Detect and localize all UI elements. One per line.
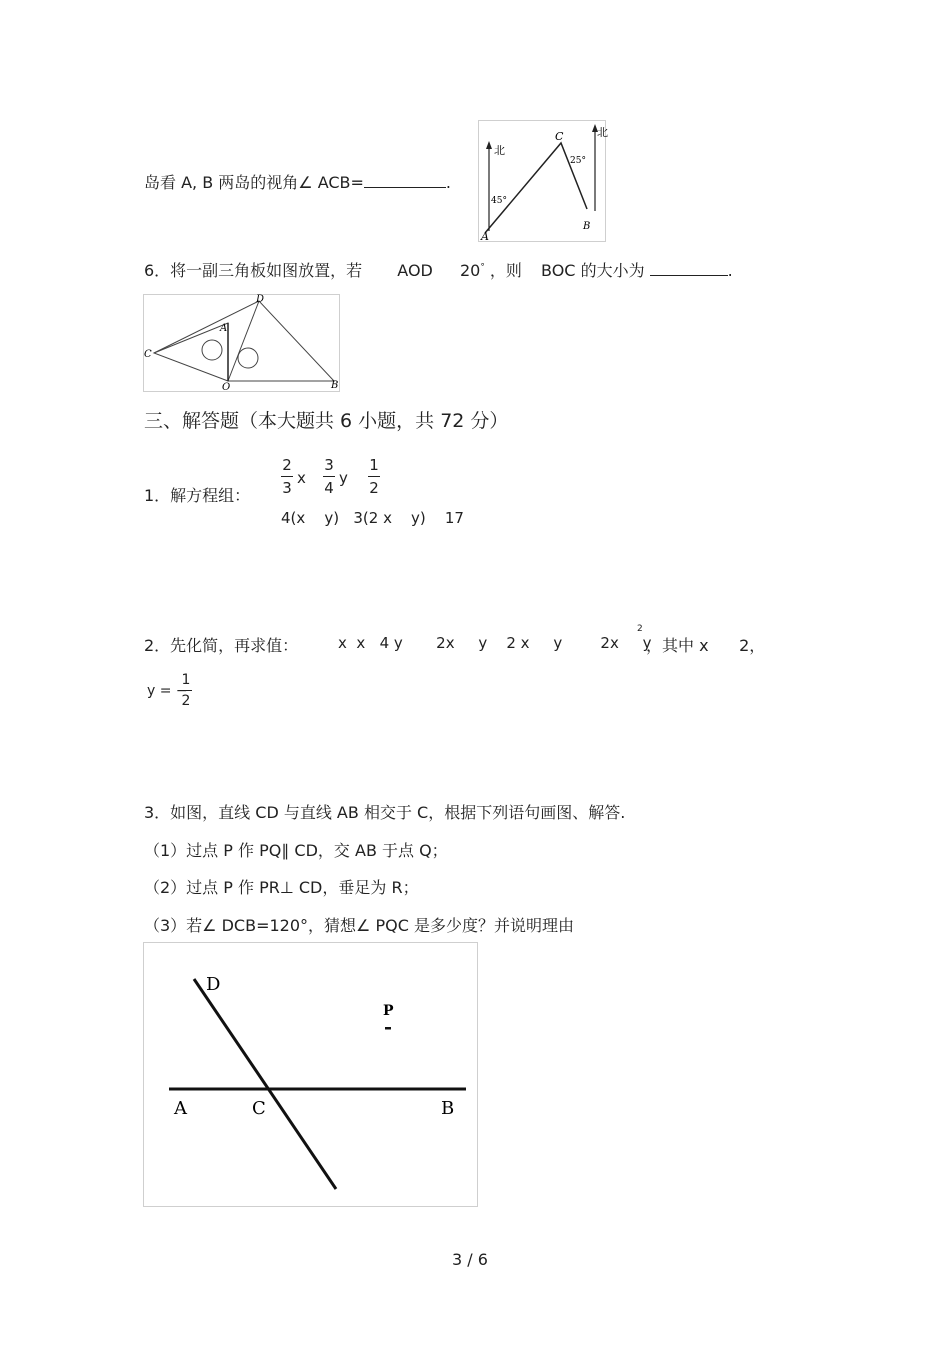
point-C: C bbox=[252, 1098, 266, 1119]
p1-frac-3-den: 2 bbox=[369, 479, 379, 497]
p1-frac-3-num: 1 bbox=[369, 456, 379, 474]
q6-text bbox=[144, 258, 733, 281]
figure-q5 bbox=[478, 120, 606, 242]
point-B: B bbox=[441, 1098, 455, 1119]
north-arrow-1-icon bbox=[486, 141, 492, 149]
angle-45: 45° bbox=[491, 196, 507, 206]
p1-frac-3-bar bbox=[368, 476, 380, 477]
p3-step-3: （3）若∠ DCB=120°，猜想∠ PQC 是多少度？并说明理由 bbox=[144, 916, 574, 935]
p2-tail: ，其中 x 2， bbox=[646, 636, 766, 655]
p1-equation-2: 4(x y) 3(2 x y) 17 bbox=[281, 509, 464, 527]
p1-y: y bbox=[339, 469, 348, 487]
p1-frac-1-den: 3 bbox=[282, 479, 292, 497]
figure-p3-svg bbox=[144, 943, 477, 1206]
point-P: P bbox=[383, 1003, 394, 1019]
q6-aod: AOD bbox=[397, 261, 433, 280]
point-C: C bbox=[144, 349, 152, 360]
q6-deg-mark: ° bbox=[480, 262, 485, 273]
p2-y-frac-bar bbox=[180, 690, 192, 691]
p2-label: 2．先化简，再求值： bbox=[144, 636, 299, 655]
triangle-1 bbox=[154, 323, 228, 381]
point-B: B bbox=[331, 380, 339, 391]
q5-answer-blank[interactable] bbox=[364, 173, 446, 188]
figure-q6 bbox=[143, 294, 340, 392]
p2-exponent: 2 bbox=[637, 624, 643, 634]
section-title: 三、解答题（本大题共 6 小题，共 72 分） bbox=[144, 410, 509, 432]
figure-q5-svg bbox=[479, 121, 608, 243]
p3-step-1: （1）过点 P 作 PQ∥ CD，交 AB 于点 Q； bbox=[144, 841, 448, 860]
p1-frac-1 bbox=[281, 456, 293, 497]
triangle-2 bbox=[228, 301, 334, 381]
point-A: A bbox=[174, 1098, 187, 1119]
q5-text bbox=[144, 170, 451, 193]
point-C: C bbox=[555, 130, 564, 143]
point-A: A bbox=[481, 230, 489, 243]
figure-q6-svg bbox=[144, 295, 339, 391]
north-label-2: 北 bbox=[597, 126, 608, 139]
line-CD bbox=[194, 979, 336, 1189]
p3-intro: 3．如图，直线 CD 与直线 AB 相交于 C，根据下列语句画图、解答. bbox=[144, 803, 626, 822]
circle-1 bbox=[202, 340, 222, 360]
point-A: A bbox=[220, 323, 228, 334]
q6-answer-blank[interactable] bbox=[650, 261, 728, 276]
p1-frac-1-bar bbox=[281, 476, 293, 477]
point-D: D bbox=[206, 974, 221, 995]
q6-label: 6．将一副三角板如图放置，若 bbox=[144, 261, 363, 280]
p1-frac-3 bbox=[368, 456, 380, 497]
p1-frac-1-num: 2 bbox=[282, 456, 292, 474]
q6-deg: 20 bbox=[459, 261, 481, 280]
p2-y-label: y = − bbox=[147, 683, 188, 699]
point-O: O bbox=[222, 382, 231, 393]
p2-expression: x x 4 y 2x y 2 x y 2x y bbox=[338, 634, 652, 652]
p3-step-2: （2）过点 P 作 PR⊥ CD，垂足为 R； bbox=[144, 878, 419, 897]
q6-end: . bbox=[727, 261, 733, 280]
q5-end: . bbox=[445, 173, 452, 192]
p1-frac-2-bar bbox=[323, 476, 335, 477]
segment-CD bbox=[154, 301, 259, 353]
point-D: D bbox=[256, 294, 265, 305]
p1-x: x bbox=[297, 469, 306, 487]
p1-frac-2 bbox=[323, 456, 335, 497]
p2-y-frac-num: 1 bbox=[181, 672, 191, 688]
q5-label: 岛看 A, B 两岛的视角∠ ACB= bbox=[144, 173, 364, 192]
p2-y-frac-den: 2 bbox=[181, 693, 191, 709]
page-number: 3 / 6 bbox=[452, 1250, 488, 1269]
point-P-mark bbox=[385, 1027, 391, 1030]
point-B: B bbox=[583, 221, 591, 232]
angle-25: 25° bbox=[570, 156, 586, 166]
p1-label: 1．解方程组： bbox=[144, 486, 251, 505]
p2-y-frac bbox=[180, 672, 192, 709]
circle-2 bbox=[238, 348, 258, 368]
figure-p3 bbox=[143, 942, 478, 1207]
q6-boc: BOC 的大小为 bbox=[541, 261, 645, 280]
q6-then: ，则 bbox=[489, 261, 522, 280]
p1-frac-2-num: 3 bbox=[324, 456, 334, 474]
north-label-1: 北 bbox=[494, 144, 505, 157]
p1-frac-2-den: 4 bbox=[324, 479, 334, 497]
